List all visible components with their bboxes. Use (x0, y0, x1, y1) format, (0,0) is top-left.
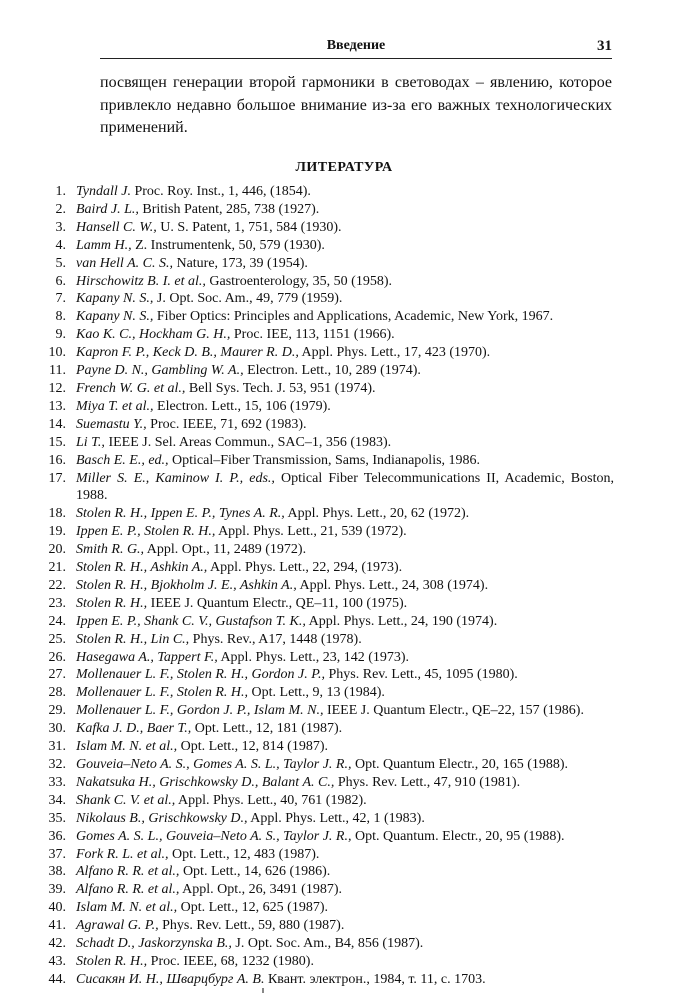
reference-authors: Payne D. N., Gambling W. A., (76, 363, 244, 379)
reference-source: Opt. Lett., 9, 13 (1984). (248, 685, 385, 701)
reference-authors: Ippen E. P., Shank C. V., Gustafson T. K., (76, 613, 306, 629)
reference-item (0, 828, 614, 846)
reference-number: 26. (48, 649, 66, 665)
reference-item (0, 702, 614, 720)
reference-authors: Shank C. V. et al., (76, 792, 176, 808)
reference-source: Phys. Rev. Lett., 47, 910 (1981). (334, 774, 521, 790)
reference-authors: Li T., (76, 434, 105, 450)
reference-number: 13. (48, 398, 66, 414)
reference-item (0, 720, 614, 738)
reference-authors: Kapron F. P., Keck D. B., Maurer R. D., (76, 345, 299, 361)
reference-source: Optical–Fiber Transmission, Sams, Indianapolis, 1986. (168, 452, 481, 468)
reference-authors: Stolen R. H., Ashkin A., (76, 560, 208, 576)
reference-source: Opt. Lett., 12, 483 (1987). (168, 846, 320, 862)
reference-source: Opt. Quantum Electr., 20, 165 (1988). (351, 757, 569, 772)
reference-authors: Agrawal G. P., (76, 918, 159, 934)
reference-item (0, 183, 614, 201)
reference-number: 24. (48, 613, 66, 629)
reference-number: 33. (48, 774, 66, 790)
reference-source: Appl. Phys. Lett., 21, 539 (1972). (215, 524, 407, 540)
reference-item (0, 434, 614, 452)
reference-authors: Stolen R. H., (76, 953, 148, 969)
reference-number: 5. (55, 255, 66, 271)
reference-source: Proc. IEEE, 68, 1232 (1980). (147, 953, 314, 969)
reference-authors: Stolen R. H., Ippen E. P., Tynes A. R., (76, 506, 285, 522)
reference-source: Opt. Quantum. Electr., 20, 95 (1988). (351, 828, 565, 844)
reference-source: Proc. IEEE, 71, 692 (1983). (146, 416, 307, 432)
reference-source: Phys. Rev., A17, 1448 (1978). (189, 631, 362, 647)
reference-source: Appl. Phys. Lett., 23, 142 (1973). (217, 649, 410, 665)
reference-source: Z. Instrumentenk, 50, 579 (1930). (131, 237, 325, 253)
reference-number: 8. (55, 309, 66, 325)
reference-number: 43. (48, 953, 66, 969)
reference-item (0, 792, 614, 810)
reference-item (0, 308, 614, 326)
reference-number: 40. (48, 900, 66, 916)
reference-source: Bell Sys. Tech. J. 53, 951 (1974). (185, 380, 376, 396)
reference-number: 23. (48, 595, 66, 611)
reference-item (0, 237, 614, 255)
reference-number: 22. (48, 577, 66, 593)
reference-number: 35. (48, 810, 66, 826)
reference-item (0, 810, 614, 828)
reference-authors: van Hell A. C. S., (76, 255, 173, 271)
reference-source: Appl. Opt., 26, 3491 (1987). (179, 882, 342, 898)
reference-source: Electron. Lett., 10, 289 (1974). (243, 363, 421, 379)
reference-item (0, 756, 614, 774)
reference-item (0, 541, 614, 559)
reference-number: 7. (55, 291, 66, 307)
reference-item (0, 595, 614, 613)
reference-authors: Kapany N. S., (76, 309, 154, 325)
reference-item (0, 255, 614, 273)
reference-item (0, 362, 614, 380)
reference-item (0, 649, 614, 667)
page-number: 31 (597, 38, 612, 54)
reference-source: Opt. Lett., 12, 625 (1987). (177, 900, 328, 916)
reference-source: Proc. IEE, 113, 1151 (1966). (230, 327, 395, 343)
reference-authors: Kafka J. D., Baer T., (76, 721, 192, 737)
reference-item (0, 326, 614, 344)
reference-item (0, 273, 614, 291)
reference-item (0, 470, 614, 506)
reference-source: IEEE J. Quantum Electr., QE–11, 100 (1975). (147, 595, 408, 611)
reference-authors: Suemastu Y., (76, 416, 147, 432)
reference-source: U. S. Patent, 1, 751, 584 (1930). (156, 219, 342, 235)
reference-source: Appl. Phys. Lett., 24, 190 (1974). (305, 613, 498, 629)
reference-item (0, 505, 614, 523)
reference-item (0, 398, 614, 416)
reference-number: 36. (48, 828, 66, 844)
reference-authors: Stolen R. H., Bjokholm J. E., Ashkin A., (76, 577, 297, 593)
reference-source: IEEE J. Quantum Electr., QE–22, 157 (1986). (323, 703, 584, 719)
reference-number: 31. (48, 739, 66, 755)
reference-item (0, 774, 614, 792)
reference-authors: Fork R. L. et al., (76, 846, 169, 862)
reference-source: Appl. Opt., 11, 2489 (1972). (144, 542, 307, 558)
reference-authors: Kao K. C., Hockham G. H., (76, 327, 231, 343)
reference-item (0, 935, 614, 953)
reference-number: 2. (55, 201, 66, 217)
reference-number: 18. (48, 506, 66, 522)
reference-number: 39. (48, 882, 66, 898)
reference-authors: Hansell C. W., (76, 219, 157, 235)
reference-source: Appl. Phys. Lett., 20, 62 (1972). (284, 506, 470, 522)
reference-authors: Tyndall J. (76, 184, 131, 199)
reference-source: Opt. Lett., 14, 626 (1986). (179, 864, 331, 880)
reference-number: 29. (48, 703, 66, 719)
reference-item (0, 953, 614, 971)
reference-authors: Ippen E. P., Stolen R. H., (76, 524, 216, 540)
reference-authors: Islam M. N. et al., (76, 900, 178, 916)
reference-number: 10. (48, 345, 66, 361)
reference-number: 37. (48, 846, 66, 862)
reference-authors: Gouveia–Neto A. S., Gomes A. S. L., Taylor J. R., (76, 757, 352, 772)
reference-source: Electron. Lett., 15, 106 (1979). (153, 398, 331, 414)
reference-number: 11. (49, 363, 66, 379)
reference-authors: Alfano R. R. et al., (76, 882, 180, 898)
reference-number: 1. (55, 184, 66, 199)
reference-authors: Smith R. G., (76, 542, 145, 558)
reference-source: British Patent, 285, 738 (1927). (138, 201, 320, 217)
reference-source: Opt. Lett., 12, 181 (1987). (191, 721, 343, 737)
reference-authors: Mollenauer L. F., Stolen R. H., (76, 685, 249, 701)
reference-item (0, 613, 614, 631)
reference-source: Appl. Phys. Lett., 24, 308 (1974). (296, 577, 489, 593)
reference-number: 38. (48, 864, 66, 880)
reference-item (0, 917, 614, 935)
reference-source: Phys. Rev. Lett., 59, 880 (1987). (158, 918, 345, 934)
reference-source: Appl. Phys. Lett., 42, 1 (1983). (247, 810, 425, 826)
reference-authors: Baird J. L., (76, 201, 139, 217)
reference-number: 9. (55, 327, 66, 343)
reference-number: 32. (48, 757, 66, 772)
reference-number: 12. (48, 380, 66, 396)
reference-authors: Mollenauer L. F., Gordon J. P., Islam M. N., (76, 703, 324, 719)
reference-item (0, 380, 614, 398)
reference-item (0, 738, 614, 756)
reference-source: Nature, 173, 39 (1954). (172, 255, 308, 271)
running-header (100, 36, 612, 59)
reference-number: 15. (48, 434, 66, 450)
reference-source: Optical Fiber Telecommunications II, Academic, Boston, 1988. (76, 470, 614, 504)
section-title: ЛИТЕРАТУРА (295, 160, 393, 175)
reference-number: 21. (48, 560, 66, 576)
reference-authors: Mollenauer L. F., Stolen R. H., Gordon J. P., (76, 667, 326, 683)
reference-authors: French W. G. et al., (76, 380, 186, 396)
reference-authors: Сисакян И. Н., Шварцбург А. В. (76, 971, 265, 987)
reference-number: 42. (48, 936, 66, 952)
reference-number: 19. (48, 524, 66, 540)
reference-item (0, 899, 614, 917)
reference-authors: Gomes A. S. L., Gouveia–Neto A. S., Taylor J. R., (76, 828, 352, 844)
reference-item (0, 559, 614, 577)
header-title: Введение (326, 38, 386, 53)
reference-item (0, 452, 614, 470)
reference-authors: Schadt D., Jaskorzynska B., (76, 936, 232, 952)
reference-number: 14. (48, 416, 66, 432)
reference-source: Fiber Optics: Principles and Applications, Academic, New York, 1967. (153, 309, 554, 325)
reference-authors: Alfano R. R. et al., (76, 864, 180, 880)
reference-authors: Stolen R. H., (76, 595, 148, 611)
reference-source: Квант. электрон., 1984, т. 11, с. 1703. (264, 971, 486, 987)
reference-item (0, 523, 614, 541)
reference-authors: Miller S. E., Kaminow I. P., eds., (76, 470, 275, 486)
reference-number: 16. (48, 452, 66, 468)
reference-item (0, 344, 614, 362)
page-speck (262, 988, 264, 993)
reference-number: 44. (48, 971, 66, 987)
reference-number: 17. (48, 470, 66, 486)
reference-authors: Islam M. N. et al., (76, 739, 178, 755)
reference-item (0, 971, 614, 989)
reference-source: Appl. Phys. Lett., 17, 423 (1970). (298, 345, 491, 361)
reference-number: 20. (48, 542, 66, 558)
reference-number: 3. (55, 219, 66, 235)
reference-item (0, 290, 614, 308)
reference-authors: Basch E. E., ed., (76, 452, 169, 468)
reference-authors: Hasegawa A., Tappert F., (76, 649, 218, 665)
reference-source: Appl. Phys. Lett., 22, 294, (1973). (207, 560, 403, 576)
reference-number: 34. (48, 792, 66, 808)
reference-authors: Miya T. et al., (76, 398, 154, 414)
reference-source: J. Opt. Soc. Am., 49, 779 (1959). (153, 291, 343, 307)
reference-item (0, 846, 614, 864)
reference-item (0, 416, 614, 434)
reference-authors: Lamm H., (76, 237, 132, 253)
reference-source: IEEE J. Sel. Areas Commun., SAC–1, 356 (1983). (104, 434, 392, 450)
reference-source: Opt. Lett., 12, 814 (1987). (177, 739, 328, 755)
intro-paragraph: посвящен генерации второй гармоники в световодах – явлению, которое привлекло недавно большое внимание из-за его важных технологических применений. (100, 74, 612, 136)
reference-source: Proc. Roy. Inst., 1, 446, (1854). (130, 184, 311, 199)
reference-authors: Nikolaus B., Grischkowsky D., (76, 810, 248, 826)
reference-authors: Nakatsuka H., Grischkowsky D., Balant A. C., (76, 774, 335, 790)
reference-number: 6. (55, 273, 66, 289)
reference-number: 41. (48, 918, 66, 934)
reference-number: 25. (48, 631, 66, 647)
reference-number: 27. (48, 667, 66, 683)
reference-authors: Stolen R. H., Lin C., (76, 631, 190, 647)
reference-item (0, 881, 614, 899)
reference-item (0, 684, 614, 702)
reference-source: Gastroenterology, 35, 50 (1958). (205, 273, 392, 289)
reference-number: 4. (55, 237, 66, 253)
reference-number: 30. (48, 721, 66, 737)
reference-number: 28. (48, 685, 66, 701)
reference-authors: Kapany N. S., (76, 291, 154, 307)
reference-list (0, 183, 688, 989)
reference-item (0, 201, 614, 219)
reference-source: Appl. Phys. Lett., 40, 761 (1982). (175, 792, 367, 808)
reference-item (0, 863, 614, 881)
reference-source: J. Opt. Soc. Am., B4, 856 (1987). (231, 936, 424, 952)
reference-authors: Hirschowitz B. I. et al., (76, 273, 206, 289)
reference-item (0, 631, 614, 649)
reference-item (0, 666, 614, 684)
reference-source: Phys. Rev. Lett., 45, 1095 (1980). (325, 667, 518, 683)
reference-item (0, 219, 614, 237)
reference-item (0, 577, 614, 595)
